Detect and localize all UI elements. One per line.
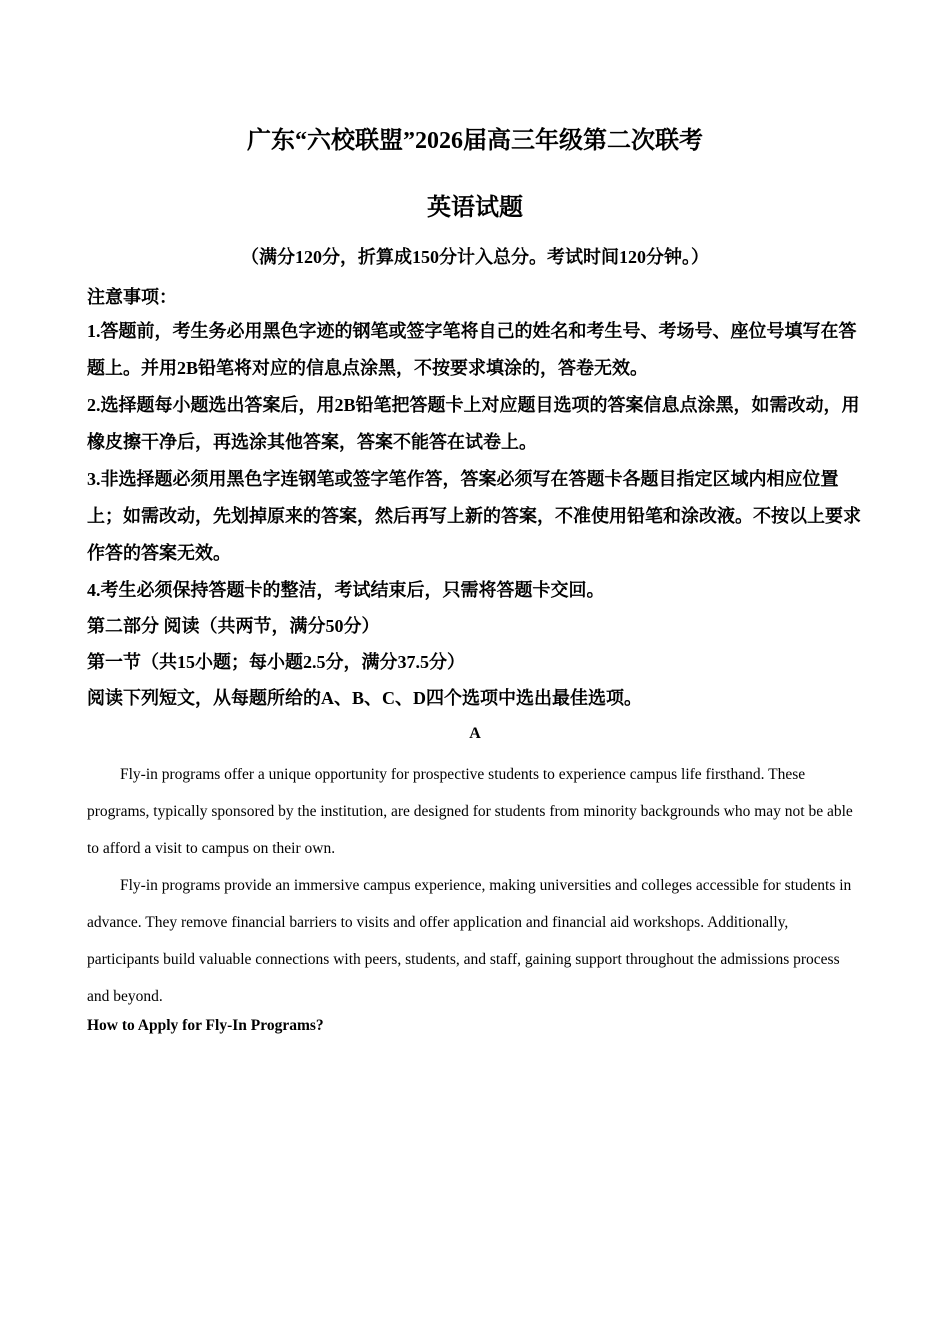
notice-item-3: 3.非选择题必须用黑色字连钢笔或签字笔作答，答案必须写在答题卡各题目指定区域内相应位置上；如需改动，先划掉原来的答案，然后再写上新的答案，不准使用铅笔和涂改液。不按以上要求作答的答案无效。 bbox=[87, 469, 861, 563]
passage-paragraph-2: Fly-in programs provide an immersive campus experience, making universities and colleges accessible for students in advance. They remove financial barriers to visits and offer application and financial aid workshops. Additionally, participants build valuable connections with peers, students, and staff, gaining support throughout the admissions process and beyond. bbox=[87, 877, 852, 1005]
notice-heading: 注意事项： bbox=[87, 287, 177, 307]
exam-title: 广东“六校联盟”2026届高三年级第二次联考 bbox=[247, 128, 703, 154]
notice-item-2: 2.选择题每小题选出答案后，用2B铅笔把答题卡上对应题目选项的答案信息点涂黑，如需改动，用橡皮擦干净后，再选涂其他答案，答案不能答在试卷上。 bbox=[87, 395, 860, 452]
reading-instruction: 阅读下列短文，从每题所给的A、B、C、D四个选项中选出最佳选项。 bbox=[87, 688, 642, 708]
notice-item-4: 4.考生必须保持答题卡的整洁，考试结束后，只需将答题卡交回。 bbox=[87, 580, 605, 600]
passage-letter: A bbox=[469, 725, 481, 742]
notice-list bbox=[87, 313, 867, 609]
passage-body bbox=[87, 756, 863, 1015]
passage-paragraph-1: Fly-in programs offer a unique opportunity for prospective students to experience campus life firsthand. These programs, typically sponsored by the institution, are designed for students from minority backgrounds who may not be able to afford a visit to campus on their own. bbox=[87, 766, 853, 857]
exam-info: （满分120分，折算成150分计入总分。考试时间120分钟。） bbox=[241, 247, 709, 267]
subject-title: 英语试题 bbox=[427, 195, 523, 221]
notice-item-1: 1.答题前，考生务必用黑色字迹的钢笔或签字笔将自己的姓名和考生号、考场号、座位号填写在答题上。并用2B铅笔将对应的信息点涂黑，不按要求填涂的，答卷无效。 bbox=[87, 321, 857, 378]
subsection-heading: 第一节（共15小题；每小题2.5分，满分37.5分） bbox=[87, 652, 465, 672]
part-heading: 第二部分 阅读（共两节，满分50分） bbox=[87, 616, 380, 636]
passage-subheading: How to Apply for Fly-In Programs? bbox=[87, 1017, 324, 1034]
section-header bbox=[87, 608, 867, 716]
